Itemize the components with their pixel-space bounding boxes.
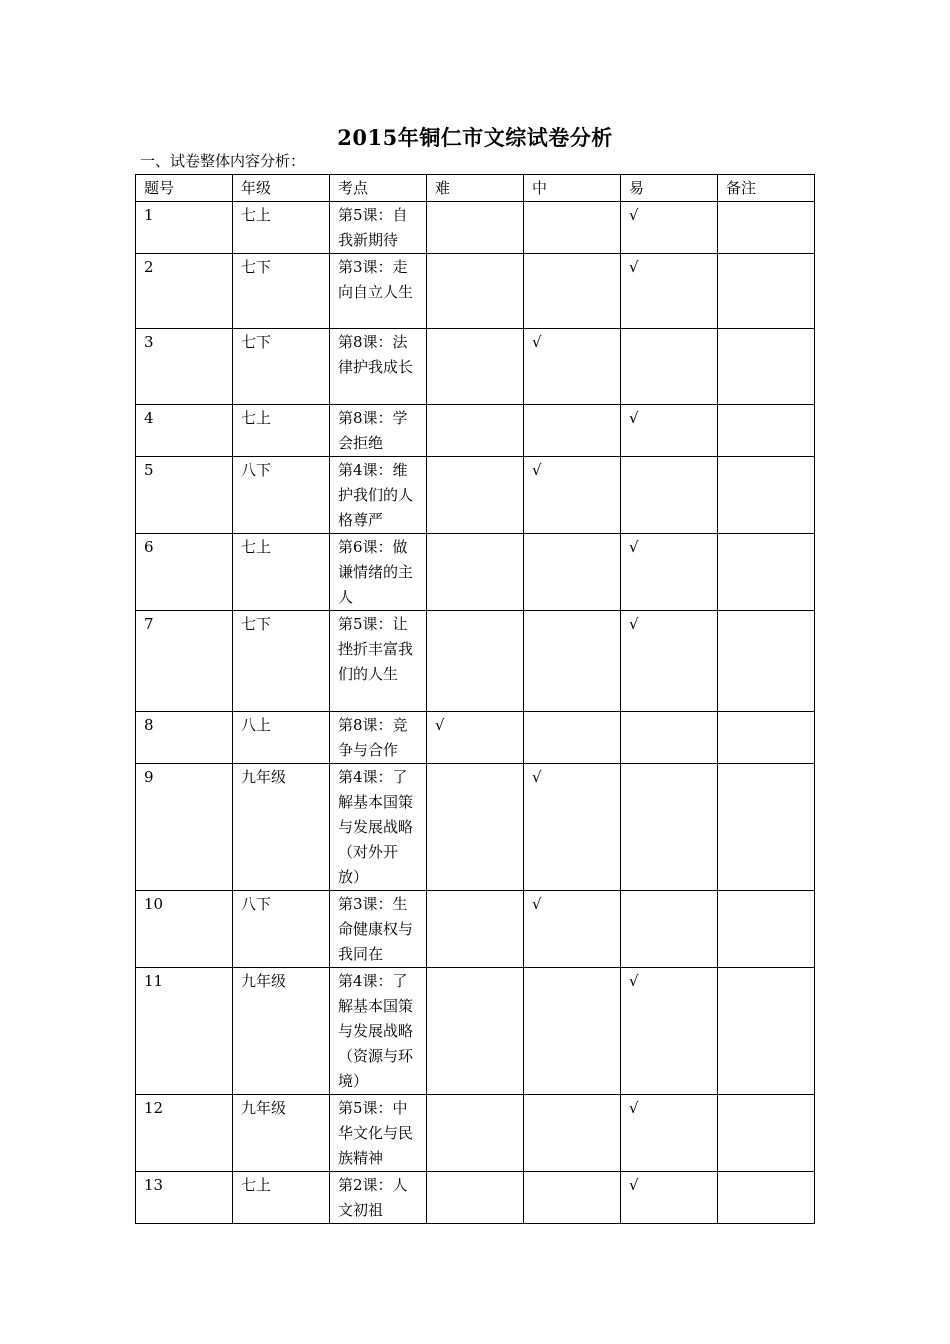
- cell-easy: [621, 457, 718, 534]
- cell-grade: 九年级: [233, 1095, 330, 1172]
- cell-topic: 第8课：竞争与合作: [330, 712, 427, 764]
- cell-note: [718, 202, 815, 254]
- cell-grade: 七下: [233, 329, 330, 405]
- cell-medium: √: [524, 764, 621, 891]
- cell-topic: 第5课：自我新期待: [330, 202, 427, 254]
- cell-grade: 七上: [233, 1172, 330, 1224]
- cell-medium: [524, 968, 621, 1095]
- cell-medium: [524, 202, 621, 254]
- cell-hard: [427, 891, 524, 968]
- cell-number: 8: [136, 712, 233, 764]
- cell-note: [718, 968, 815, 1095]
- page-title: 2015年铜仁市文综试卷分析: [337, 125, 613, 150]
- analysis-table: [135, 174, 815, 1224]
- cell-easy: [621, 329, 718, 405]
- cell-topic: 第5课：中华文化与民族精神: [330, 1095, 427, 1172]
- cell-medium: √: [524, 457, 621, 534]
- cell-easy: √: [621, 254, 718, 329]
- header-note: 备注: [718, 175, 815, 202]
- cell-topic: 第8课：法律护我成长: [330, 329, 427, 405]
- table-row: [136, 202, 815, 254]
- header-number: 题号: [136, 175, 233, 202]
- cell-easy: √: [621, 405, 718, 457]
- table-row: [136, 1172, 815, 1224]
- cell-hard: [427, 254, 524, 329]
- table-row: [136, 968, 815, 1095]
- cell-topic: 第3课：生命健康权与我同在: [330, 891, 427, 968]
- cell-grade: 八下: [233, 457, 330, 534]
- cell-grade: 八上: [233, 712, 330, 764]
- cell-grade: 九年级: [233, 764, 330, 891]
- cell-medium: [524, 534, 621, 611]
- cell-number: 7: [136, 611, 233, 712]
- cell-easy: [621, 891, 718, 968]
- cell-easy: [621, 712, 718, 764]
- cell-grade: 七下: [233, 611, 330, 712]
- cell-topic: 第8课：学会拒绝: [330, 405, 427, 457]
- cell-hard: [427, 329, 524, 405]
- cell-hard: [427, 534, 524, 611]
- table-row: [136, 254, 815, 329]
- cell-medium: [524, 254, 621, 329]
- cell-number: 12: [136, 1095, 233, 1172]
- cell-note: [718, 254, 815, 329]
- cell-easy: √: [621, 534, 718, 611]
- cell-number: 6: [136, 534, 233, 611]
- cell-easy: √: [621, 611, 718, 712]
- cell-medium: [524, 712, 621, 764]
- cell-hard: [427, 1172, 524, 1224]
- table-row: [136, 329, 815, 405]
- table-row: [136, 611, 815, 712]
- cell-topic: 第3课：走向自立人生: [330, 254, 427, 329]
- cell-medium: √: [524, 891, 621, 968]
- cell-topic: 第4课：维护我们的人格尊严: [330, 457, 427, 534]
- table-row: [136, 712, 815, 764]
- cell-note: [718, 405, 815, 457]
- cell-topic: 第5课：让挫折丰富我们的人生: [330, 611, 427, 712]
- cell-hard: [427, 1095, 524, 1172]
- cell-topic: 第4课：了解基本国策与发展战略（对外开放）: [330, 764, 427, 891]
- header-grade: 年级: [233, 175, 330, 202]
- cell-grade: 七上: [233, 534, 330, 611]
- cell-note: [718, 764, 815, 891]
- table-header-row: [136, 175, 815, 202]
- cell-medium: [524, 405, 621, 457]
- header-medium: 中: [524, 175, 621, 202]
- cell-number: 13: [136, 1172, 233, 1224]
- cell-easy: √: [621, 202, 718, 254]
- cell-grade: 七上: [233, 405, 330, 457]
- cell-number: 5: [136, 457, 233, 534]
- cell-note: [718, 891, 815, 968]
- cell-hard: [427, 202, 524, 254]
- cell-note: [718, 611, 815, 712]
- cell-number: 3: [136, 329, 233, 405]
- cell-medium: [524, 1095, 621, 1172]
- table-row: [136, 764, 815, 891]
- cell-note: [718, 329, 815, 405]
- table-row: [136, 891, 815, 968]
- cell-grade: 九年级: [233, 968, 330, 1095]
- cell-note: [718, 712, 815, 764]
- cell-hard: [427, 405, 524, 457]
- cell-topic: 第6课：做谦情绪的主人: [330, 534, 427, 611]
- cell-note: [718, 1095, 815, 1172]
- cell-number: 10: [136, 891, 233, 968]
- cell-number: 9: [136, 764, 233, 891]
- cell-hard: [427, 764, 524, 891]
- cell-note: [718, 534, 815, 611]
- cell-topic: 第4课：了解基本国策与发展战略（资源与环境）: [330, 968, 427, 1095]
- cell-number: 4: [136, 405, 233, 457]
- cell-number: 2: [136, 254, 233, 329]
- cell-hard: √: [427, 712, 524, 764]
- cell-easy: √: [621, 1172, 718, 1224]
- cell-grade: 七下: [233, 254, 330, 329]
- cell-note: [718, 1172, 815, 1224]
- cell-number: 1: [136, 202, 233, 254]
- cell-medium: √: [524, 329, 621, 405]
- cell-grade: 七上: [233, 202, 330, 254]
- cell-medium: [524, 611, 621, 712]
- cell-medium: [524, 1172, 621, 1224]
- cell-hard: [427, 457, 524, 534]
- cell-hard: [427, 611, 524, 712]
- table-row: [136, 405, 815, 457]
- header-easy: 易: [621, 175, 718, 202]
- header-topic: 考点: [330, 175, 427, 202]
- cell-number: 11: [136, 968, 233, 1095]
- cell-note: [718, 457, 815, 534]
- table-row: [136, 1095, 815, 1172]
- header-hard: 难: [427, 175, 524, 202]
- table-row: [136, 457, 815, 534]
- cell-grade: 八下: [233, 891, 330, 968]
- table-body: [136, 202, 815, 1224]
- section-heading: 一、试卷整体内容分析：: [140, 152, 306, 170]
- cell-easy: √: [621, 1095, 718, 1172]
- cell-easy: √: [621, 968, 718, 1095]
- cell-easy: [621, 764, 718, 891]
- table-row: [136, 534, 815, 611]
- cell-hard: [427, 968, 524, 1095]
- cell-topic: 第2课：人文初祖: [330, 1172, 427, 1224]
